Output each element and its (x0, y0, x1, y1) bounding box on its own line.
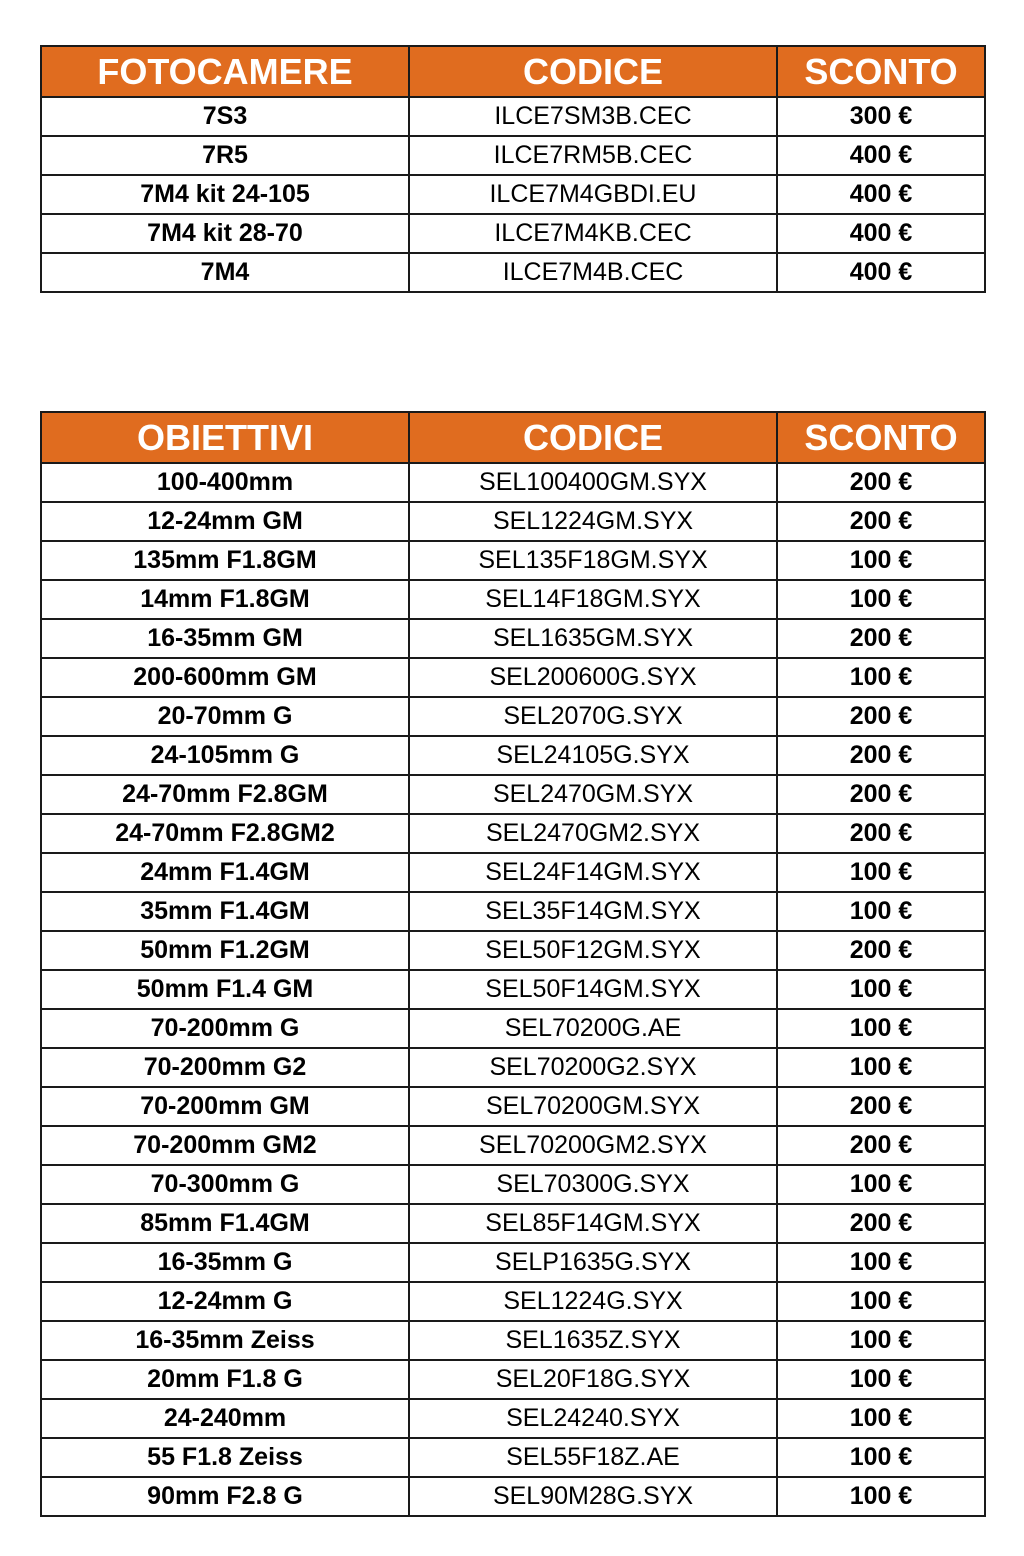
header-codice: CODICE (409, 412, 777, 463)
product-code-cell: SEL85F14GM.SYX (409, 1204, 777, 1243)
product-name-cell: 20mm F1.8 G (41, 1360, 409, 1399)
product-code-cell: SEL35F14GM.SYX (409, 892, 777, 931)
product-code-cell: SEL24F14GM.SYX (409, 853, 777, 892)
product-name-cell: 7M4 (41, 253, 409, 292)
product-name-cell: 12-24mm GM (41, 502, 409, 541)
table-row (41, 175, 985, 214)
product-code-cell: SEL100400GM.SYX (409, 463, 777, 502)
header-sconto: SCONTO (777, 46, 985, 97)
discount-cell: 100 € (777, 853, 985, 892)
discount-cell: 100 € (777, 580, 985, 619)
product-name-cell: 24-105mm G (41, 736, 409, 775)
product-name-cell: 55 F1.8 Zeiss (41, 1438, 409, 1477)
table-row (41, 853, 985, 892)
table-row (41, 1477, 985, 1516)
table-row (41, 658, 985, 697)
product-name-cell: 7R5 (41, 136, 409, 175)
product-name-cell: 90mm F2.8 G (41, 1477, 409, 1516)
table-row (41, 541, 985, 580)
discount-cell: 200 € (777, 736, 985, 775)
discount-cell: 400 € (777, 175, 985, 214)
table-row (41, 892, 985, 931)
table-row (41, 1399, 985, 1438)
discount-cell: 100 € (777, 658, 985, 697)
discount-cell: 100 € (777, 1399, 985, 1438)
product-code-cell: ILCE7SM3B.CEC (409, 97, 777, 136)
discount-cell: 100 € (777, 1438, 985, 1477)
product-name-cell: 70-200mm G2 (41, 1048, 409, 1087)
product-name-cell: 24-70mm F2.8GM2 (41, 814, 409, 853)
product-code-cell: SEL24105G.SYX (409, 736, 777, 775)
table-row (41, 1204, 985, 1243)
product-name-cell: 85mm F1.4GM (41, 1204, 409, 1243)
discount-cell: 400 € (777, 253, 985, 292)
table-row (41, 1009, 985, 1048)
table-row (41, 1126, 985, 1165)
lenses-table-body (41, 463, 985, 1516)
table-row (41, 697, 985, 736)
table-row (41, 1321, 985, 1360)
discount-cell: 100 € (777, 892, 985, 931)
discount-cell: 300 € (777, 97, 985, 136)
product-name-cell: 50mm F1.4 GM (41, 970, 409, 1009)
product-name-cell: 14mm F1.8GM (41, 580, 409, 619)
product-code-cell: ILCE7M4B.CEC (409, 253, 777, 292)
table-row (41, 619, 985, 658)
product-code-cell: SEL1224GM.SYX (409, 502, 777, 541)
cameras-table-body (41, 97, 985, 292)
discount-cell: 100 € (777, 1360, 985, 1399)
product-name-cell: 35mm F1.4GM (41, 892, 409, 931)
product-name-cell: 7M4 kit 24-105 (41, 175, 409, 214)
table-row (41, 253, 985, 292)
lenses-header-row (41, 412, 985, 463)
table-row (41, 970, 985, 1009)
table-row (41, 736, 985, 775)
discount-cell: 200 € (777, 463, 985, 502)
lenses-table (40, 411, 986, 1517)
product-code-cell: SEL1635GM.SYX (409, 619, 777, 658)
product-name-cell: 70-200mm GM2 (41, 1126, 409, 1165)
discount-cell: 100 € (777, 1243, 985, 1282)
discount-cell: 100 € (777, 1048, 985, 1087)
header-sconto: SCONTO (777, 412, 985, 463)
product-code-cell: SEL1224G.SYX (409, 1282, 777, 1321)
product-code-cell: SEL24240.SYX (409, 1399, 777, 1438)
table-row (41, 1165, 985, 1204)
discount-cell: 200 € (777, 931, 985, 970)
product-code-cell: SEL1635Z.SYX (409, 1321, 777, 1360)
product-name-cell: 16-35mm Zeiss (41, 1321, 409, 1360)
product-code-cell: SEL90M28G.SYX (409, 1477, 777, 1516)
product-code-cell: SEL70200GM2.SYX (409, 1126, 777, 1165)
discount-cell: 200 € (777, 814, 985, 853)
header-fotocamere: FOTOCAMERE (41, 46, 409, 97)
discount-cell: 200 € (777, 1204, 985, 1243)
product-code-cell: SEL2470GM.SYX (409, 775, 777, 814)
table-row (41, 463, 985, 502)
discount-cell: 100 € (777, 541, 985, 580)
discount-cell: 100 € (777, 1282, 985, 1321)
cameras-table (40, 45, 986, 293)
product-name-cell: 12-24mm G (41, 1282, 409, 1321)
product-code-cell: ILCE7M4GBDI.EU (409, 175, 777, 214)
discount-cell: 400 € (777, 136, 985, 175)
discount-cell: 200 € (777, 502, 985, 541)
product-name-cell: 70-300mm G (41, 1165, 409, 1204)
table-row (41, 1048, 985, 1087)
discount-cell: 200 € (777, 775, 985, 814)
product-code-cell: SEL135F18GM.SYX (409, 541, 777, 580)
table-row (41, 502, 985, 541)
table-row (41, 136, 985, 175)
product-name-cell: 200-600mm GM (41, 658, 409, 697)
product-name-cell: 70-200mm G (41, 1009, 409, 1048)
table-row (41, 1282, 985, 1321)
discount-cell: 200 € (777, 697, 985, 736)
product-name-cell: 135mm F1.8GM (41, 541, 409, 580)
product-name-cell: 16-35mm G (41, 1243, 409, 1282)
product-code-cell: SEL70200G2.SYX (409, 1048, 777, 1087)
product-code-cell: SEL55F18Z.AE (409, 1438, 777, 1477)
table-row (41, 931, 985, 970)
discount-cell: 200 € (777, 619, 985, 658)
product-code-cell: SEL50F12GM.SYX (409, 931, 777, 970)
discount-cell: 400 € (777, 214, 985, 253)
product-name-cell: 24-240mm (41, 1399, 409, 1438)
product-name-cell: 16-35mm GM (41, 619, 409, 658)
header-obiettivi: OBIETTIVI (41, 412, 409, 463)
product-code-cell: SEL200600G.SYX (409, 658, 777, 697)
product-name-cell: 20-70mm G (41, 697, 409, 736)
table-row (41, 775, 985, 814)
product-name-cell: 50mm F1.2GM (41, 931, 409, 970)
discount-cell: 200 € (777, 1087, 985, 1126)
product-name-cell: 70-200mm GM (41, 1087, 409, 1126)
product-name-cell: 7M4 kit 28-70 (41, 214, 409, 253)
header-codice: CODICE (409, 46, 777, 97)
table-row (41, 1360, 985, 1399)
table-row (41, 1243, 985, 1282)
table-row (41, 1087, 985, 1126)
product-name-cell: 7S3 (41, 97, 409, 136)
table-row (41, 580, 985, 619)
table-row (41, 1438, 985, 1477)
product-code-cell: SEL50F14GM.SYX (409, 970, 777, 1009)
discount-cell: 100 € (777, 1477, 985, 1516)
product-code-cell: SEL70300G.SYX (409, 1165, 777, 1204)
discount-cell: 100 € (777, 970, 985, 1009)
discount-cell: 200 € (777, 1126, 985, 1165)
product-code-cell: SELP1635G.SYX (409, 1243, 777, 1282)
product-code-cell: ILCE7M4KB.CEC (409, 214, 777, 253)
product-code-cell: SEL70200GM.SYX (409, 1087, 777, 1126)
discount-cell: 100 € (777, 1321, 985, 1360)
product-code-cell: SEL70200G.AE (409, 1009, 777, 1048)
product-code-cell: SEL2470GM2.SYX (409, 814, 777, 853)
cameras-header-row (41, 46, 985, 97)
product-code-cell: ILCE7RM5B.CEC (409, 136, 777, 175)
table-row (41, 214, 985, 253)
product-code-cell: SEL20F18G.SYX (409, 1360, 777, 1399)
product-name-cell: 100-400mm (41, 463, 409, 502)
discount-cell: 100 € (777, 1165, 985, 1204)
product-code-cell: SEL2070G.SYX (409, 697, 777, 736)
discount-cell: 100 € (777, 1009, 985, 1048)
product-name-cell: 24mm F1.4GM (41, 853, 409, 892)
product-code-cell: SEL14F18GM.SYX (409, 580, 777, 619)
product-name-cell: 24-70mm F2.8GM (41, 775, 409, 814)
table-row (41, 814, 985, 853)
table-row (41, 97, 985, 136)
